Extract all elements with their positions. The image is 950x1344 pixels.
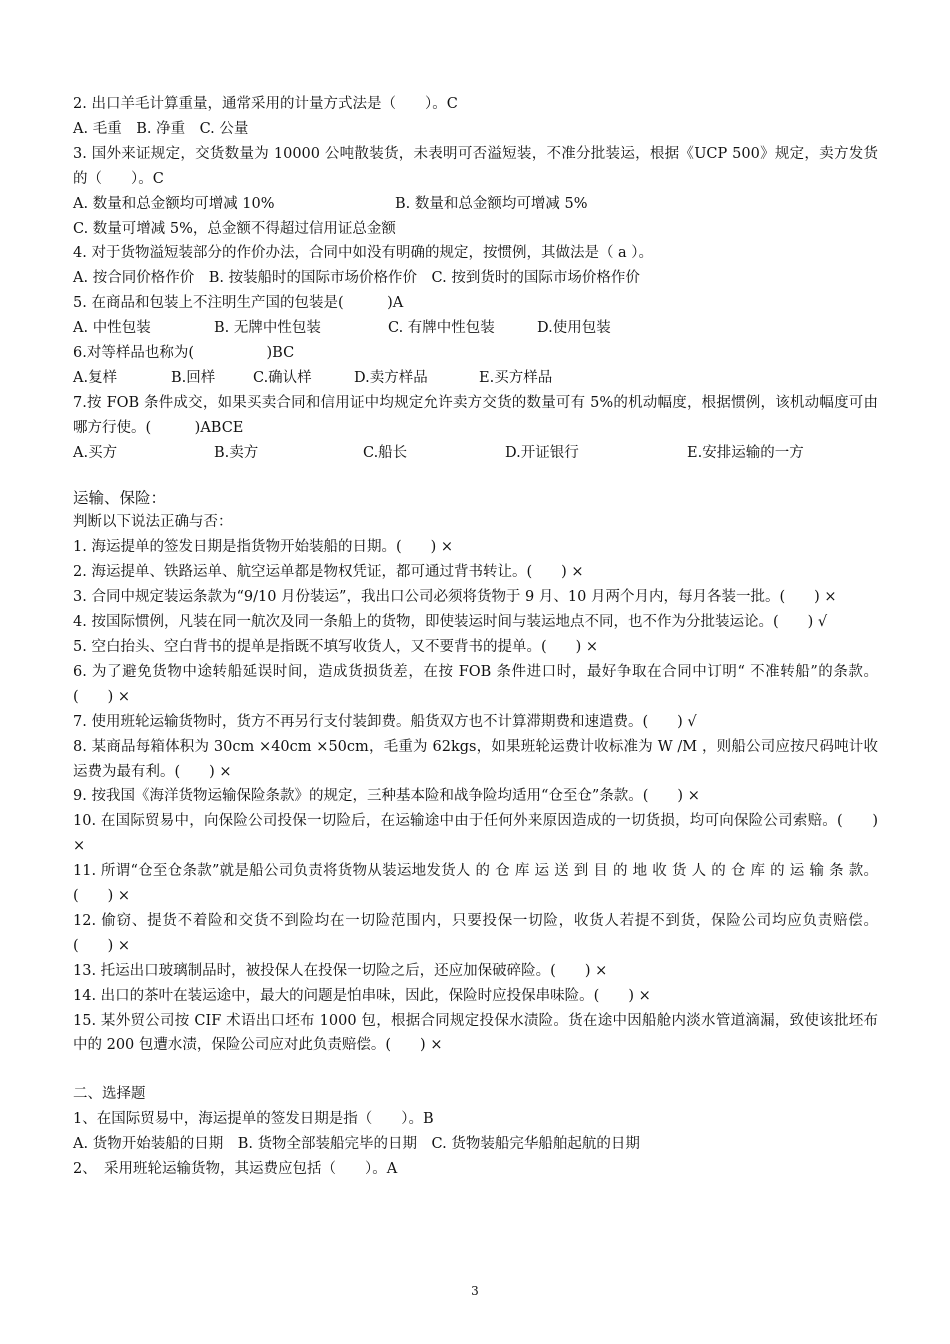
judgment-item: 6. 为了避免货物中途转船延误时间，造成货损货差，在按 FOB 条件进口时，最好争取在合同中订明“ 不准转船”的条款。( ) × [73,663,878,705]
question-7-option: E.安排运输的一方 [687,444,804,461]
choice-question-2: 2、 采用班轮运输货物，其运费应包括（ ）。A [73,1161,398,1178]
question-2: 2. 出口羊毛计算重量，通常采用的计量方式法是（ ）。C [73,96,458,112]
question-7-option: A.买方 [73,444,118,461]
question-5-options-row [73,316,878,341]
question-6: 6.对等样品也称为( )BC [73,345,295,362]
judgment-item: 3. 合同中规定装运条款为“9/10 月份装运”，我出口公司必须将货物于 9 月、10 月两个月内，每月各装一批。( ) × [73,589,837,606]
judgment-item: 12. 偷窃、提货不着险和交货不到险均在一切险范围内，只要投保一切险，收货人若提不到货，保险公司均应负责赔偿。( ) × [73,912,878,954]
question-6-option: E.买方样品 [479,369,553,386]
question-6-option: B.回样 [171,369,216,386]
question-7-option: B.卖方 [214,444,259,461]
question-3-option-c: C. 数量可增减 5%，总金额不得超过信用证总金额 [73,220,396,237]
question-3-options-row [73,192,878,217]
judgment-item: 9. 按我国《海洋货物运输保险条款》的规定，三种基本险和战争险均适用“仓至仓”条款。( ) × [73,788,700,805]
choice-question-1-options: A. 货物开始装船的日期 B. 货物全部装船完毕的日期 C. 货物装船完华船舶起航的日期 [73,1136,640,1153]
question-5-option: D.使用包装 [537,320,611,337]
question-7-option: D.开证银行 [505,444,579,461]
judgment-intro: 判断以下说法正确与否： [73,514,233,531]
judgment-item: 2. 海运提单、铁路运单、航空运单都是物权凭证，都可通过背书转让。( ) × [73,564,584,581]
judgment-item: 4. 按国际惯例，凡装在同一航次及同一条船上的货物，即使装运时间与装运地点不同，也不作为分批装运论。( ) √ [73,614,828,631]
judgment-item: 5. 空白抬头、空白背书的提单是指既不填写收货人，又不要背书的提单。( ) × [73,638,599,655]
question-3-option-b: B. 数量和总金额均可增减 5% [395,195,588,212]
judgment-item: 11. 所谓“仓至仓条款”就是船公司负责将货物从装运地发货人 的 仓 库 运 送 到 目 的 地 收 货 人 的 仓 库 的 运 输 条 款。( ) × [73,863,878,905]
question-7: 7.按 FOB 条件成交，如果买卖合同和信用证中均规定允许卖方交货的数量可有 5%的机动幅度，根据惯例，该机动幅度可由哪方行使。( )ABCE [73,394,878,436]
question-6-options-row [73,366,878,391]
question-5-option: C. 有牌中性包装 [388,320,495,337]
judgment-item: 1. 海运提单的签发日期是指货物开始装船的日期。( ) × [73,539,454,556]
judgment-item: 7. 使用班轮运输货物时，货方不再另行支付装卸费。船货双方也不计算滞期费和速遣费。( ) √ [73,713,697,730]
question-2-options: A. 毛重 B. 净重 C. 公量 [73,120,249,137]
judgment-item: 8. 某商品每箱体积为 30cm ×40cm ×50cm，毛重为 62kgs，如果班轮运费计收标准为 W /M ，则船公司应按尺码吨计收运费为最有利。( ) × [73,738,878,780]
section-heading-transport-insurance: 运输、保险： [73,488,167,507]
question-7-options-row [73,441,878,466]
question-4: 4. 对于货物溢短装部分的作价办法，合同中如没有明确的规定，按惯例，其做法是（ a ）。 [73,245,654,262]
question-7-option: C.船长 [363,444,408,461]
document-page [73,92,878,1182]
question-5-option: A. 中性包装 [73,320,151,337]
choice-question-1: 1、在国际贸易中，海运提单的签发日期是指（ ）。B [73,1111,434,1128]
section-heading-choice: 二、选择题 [73,1086,146,1103]
judgment-item: 15. 某外贸公司按 CIF 术语出口坯布 1000 包，根据合同规定投保水渍险。货在途中因船舱内淡水管道滴漏，致使该批坯布中的 200 包遭水渍，保险公司应对此负责赔偿。( ) × [73,1012,878,1054]
judgment-item: 14. 出口的茶叶在装运途中，最大的问题是怕串味，因此，保险时应投保串味险。( ) × [73,987,651,1004]
judgment-item: 13. 托运出口玻璃制品时，被投保人在投保一切险之后，还应加保破碎险。( ) × [73,962,608,979]
question-4-options: A. 按合同价格作价 B. 按装船时的国际市场价格作价 C. 按到货时的国际市场价格作价 [73,270,640,287]
question-5-option: B. 无牌中性包装 [214,320,321,337]
question-3: 3. 国外来证规定，交货数量为 10000 公吨散装货，未表明可否溢短装，不准分批装运，根据《UCP 500》规定，卖方发货的（ ）。C [73,145,878,187]
question-6-option: C.确认样 [253,369,312,386]
question-6-option: A.复样 [73,369,118,386]
judgment-item: 10. 在国际贸易中，向保险公司投保一切险后，在运输途中由于任何外来原因造成的一切货损，均可向保险公司索赔。( ) × [73,813,878,855]
page-number: 3 [471,1284,479,1298]
question-6-option: D.卖方样品 [354,369,428,386]
question-5: 5. 在商品和包装上不注明生产国的包装是( )A [73,295,404,312]
question-3-option-a: A. 数量和总金额均可增减 10% [73,195,275,212]
